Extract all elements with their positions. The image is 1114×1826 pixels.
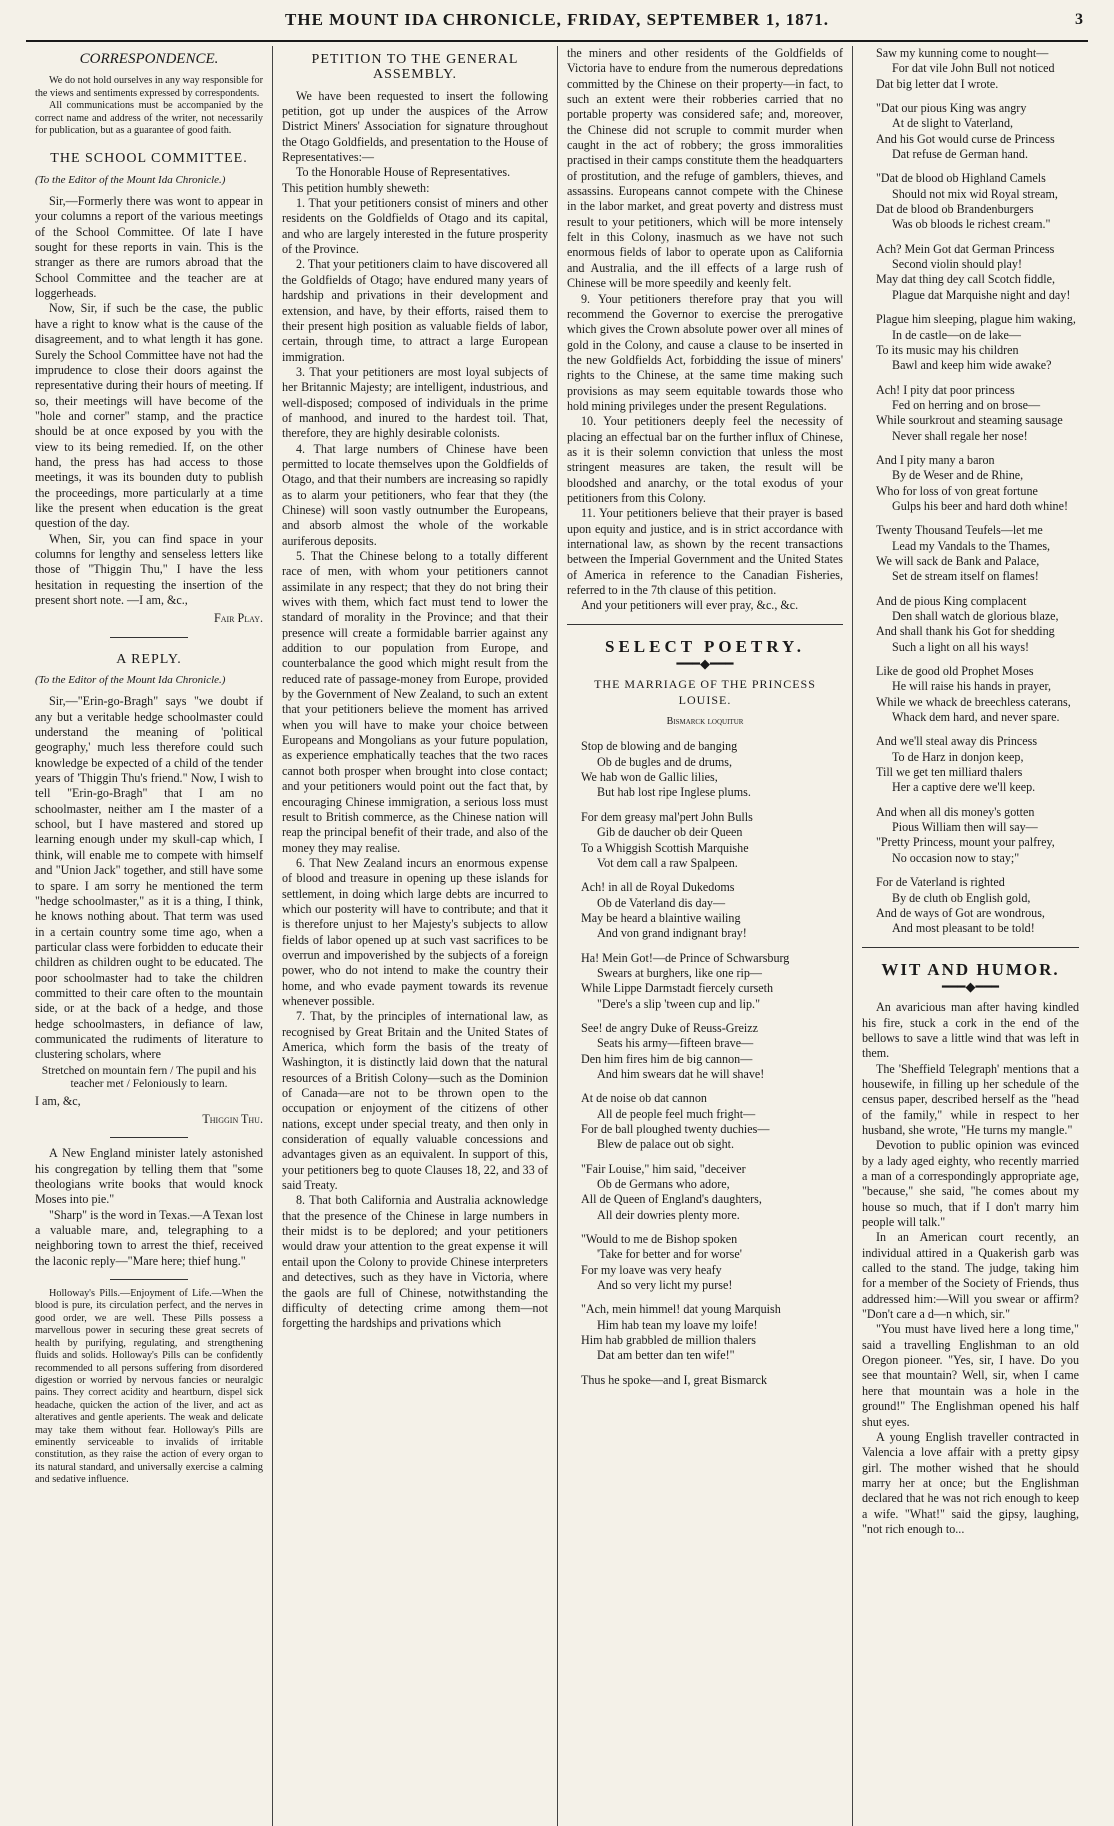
poem-stanza bbox=[876, 594, 1079, 655]
poem-stanza bbox=[876, 523, 1079, 584]
wit-paragraph-4: In an American court recently, an individual attired in a Quakerish garb was called to the stand. The judge, taking him for a member of the Society of Friends, thus addressed him:—Will you swear or affirm? "Don't care a d—n which, sir." bbox=[862, 1230, 1079, 1322]
notice-responsibility: We do not hold ourselves in any way responsible for the views and sentiments expressed by correspondents. bbox=[35, 75, 263, 99]
poem-line: To a Whiggish Scottish Marquishe bbox=[581, 840, 749, 855]
poem-line: "Would to me de Bishop spoken bbox=[581, 1232, 738, 1247]
reply-letter-p1: Sir,—"Erin-go-Bragh" says "we doubt if any but a veritable hedge schoolmaster could understand the meaning of 'political geography,' much less therefore could such knowledge be expected of a child of the tender years of 'Thiggin Thu's friend." Now, I wish to tell "Erin-go-Bragh" that I am no schoolmaster, neither am I the master of a school, but I have mastered and stored up learning enough under my skull-cap which, I think, will enable me to compete with himself and "Union Jack" together, and still have some to spare. I am sorry he mentioned the term "hedge schoolmaster," as it is a thing, I think, he knows nothing about. That term was used in a certain country some time ago, when a particular class were forbidden to educate their children as children ought to be educated. The poor schoolmaster had to take the children committed to their care often to the mountain side, or at the back of a hedge, and those hedge schoolmasters, in defiance of law, communicated the rudiments of literature to clustering scholars, where bbox=[35, 694, 263, 1062]
poem-line: And when all dis money's gotten bbox=[876, 804, 1035, 819]
poem-line: Him hab tean my loave my loife! bbox=[597, 1317, 758, 1332]
poem-line: While sourkrout and steaming sausage bbox=[876, 413, 1063, 428]
poem-line: "Dere's a slip 'tween cup and lip." bbox=[597, 996, 761, 1011]
poem-line: We hab won de Gallic lilies, bbox=[581, 770, 718, 785]
poem-line: All de Queen of England's daughters, bbox=[581, 1192, 762, 1207]
poem-stanza bbox=[876, 664, 1079, 725]
poem-line: By de Weser and de Rhine, bbox=[892, 468, 1024, 483]
poem-line: While Lippe Darmstadt fiercely curseth bbox=[581, 981, 774, 996]
poem-line: Gib de daucher ob deir Queen bbox=[597, 825, 743, 840]
poem-line: Fed on herring and on brose— bbox=[892, 397, 1041, 412]
column-4 bbox=[852, 46, 1088, 1826]
reply-verse-lines: Stretched on mountain fern / The pupil and his teacher met / Feloniously to learn. bbox=[41, 1064, 257, 1091]
petition-clause-7: 7. That, by the principles of international law, as recognised by Great Britain and the United States of America, which form the basis of the treaty of Washington, it is distinctly laid down that the natural resources of a British Colony—such as the Dominion of Canada—are not to be thrown open to the occupation or enjoyment of the citizens of other nations, except under special treaty, and then only in consideration of equally valuable concessions and advantages given as an equivalent. In support of this, your petitioners beg to quote Clauses 18, 22, and 33 of said Treaty. bbox=[282, 1009, 548, 1193]
ornament: ━━━◆━━━ bbox=[676, 656, 734, 672]
poem-line: For de ball ploughed twenty duchies— bbox=[581, 1122, 770, 1136]
poem-line: Him hab grabbled de million thalers bbox=[581, 1333, 756, 1348]
poem-line: He will raise his hands in prayer, bbox=[892, 679, 1052, 694]
poem-line: To de Harz in donjon keep, bbox=[892, 749, 1024, 764]
poem-line: Dat big letter dat I wrote. bbox=[876, 76, 999, 91]
poem-stanza bbox=[876, 875, 1079, 936]
poem-stanza bbox=[581, 1091, 843, 1152]
poem-line: And most pleasant to be told! bbox=[892, 921, 1035, 936]
poem-stanza bbox=[581, 739, 843, 800]
poem-line: Ha! Mein Got!—de Prince of Schwarsburg bbox=[581, 950, 790, 965]
poem-title: THE MARRIAGE OF THE PRINCESS LOUISE. bbox=[594, 677, 816, 707]
select-poetry-heading: SELECT POETRY. bbox=[605, 636, 805, 656]
poem-line: May be heard a blaintive wailing bbox=[581, 910, 741, 925]
poem-line: Who for loss of von great fortune bbox=[876, 483, 1038, 498]
texas-paragraph: "Sharp" is the word in Texas.—A Texan lost a valuable mare, and, telegraphing to a neighboring town to arrest the thief, received the laconic reply—"Mare here; thief hung." bbox=[35, 1207, 263, 1268]
petition-clause-8: 8. That both California and Australia acknowledge that the presence of the Chinese in large numbers in their midst is to be deplored; and your petitioners would draw your attention to the great expense it will entail upon the Colony to provide Chinese interpreters and detectives, such as they have in Victoria, where the gaols are full of Chinese, notwithstanding the difficulty of detecting crime among them—not forgetting the hardships and privations which bbox=[282, 1193, 548, 1331]
poem-line: Ach? Mein Got dat German Princess bbox=[876, 241, 1055, 256]
poem-stanza bbox=[876, 734, 1079, 795]
poem-line: And him swears dat he will shave! bbox=[597, 1066, 765, 1081]
poem-line: Dat refuse de German hand. bbox=[892, 147, 1028, 162]
poem-line: Whack dem hard, and never spare. bbox=[892, 710, 1060, 725]
poem-line: And I pity many a baron bbox=[876, 452, 995, 467]
poem-line: Twenty Thousand Teufels—let me bbox=[876, 523, 1043, 538]
wit-and-humor-heading: WIT AND HUMOR. bbox=[881, 959, 1060, 979]
poem-stanza bbox=[581, 951, 843, 1012]
poem-line: "Dat our pious King was angry bbox=[876, 101, 1027, 116]
poem-line: And de pious King complacent bbox=[876, 593, 1027, 608]
school-letter-p2: Now, Sir, if such be the case, the public have a right to know what is the cause of the disagreement, and to what length it has gone. Surely the School Committee have not had the imprudence to close their doors against the representative during their hours of meeting. If so, their meetings will have become of the "hole and corner" stamp, and the practice should be at once exposed by you with the view to its being remedied. If, on the other hand, the press has had access to those meetings, it was its bounden duty to publish the proceedings, more particularly at a time like the present when education is the great question of the day. bbox=[35, 301, 263, 531]
divider bbox=[110, 1279, 188, 1280]
poem-line: Den him fires him de big cannon— bbox=[581, 1051, 753, 1066]
wit-paragraph-3: Devotion to public opinion was evinced by a lady aged eighty, who recently married a man of a correspondingly appropriate age, "because," she said, "he comes about my house so much, that if I don't marry him people will talk." bbox=[862, 1138, 1079, 1230]
poem-line: Ob de Germans who adore, bbox=[597, 1177, 730, 1192]
poem-line: Ob de bugles and de drums, bbox=[597, 754, 733, 769]
poem-stanza bbox=[876, 46, 1079, 92]
columns bbox=[26, 46, 1088, 1826]
petition-clause-5: 5. That the Chinese belong to a totally different race of men, with whom your petitioners cannot assimilate in any respect; that they do not bring their wives with them, which fact must tend to lower the standard of morality in the Province; and that their presence will create a formidable barrier against any addition to our population from Europe, and counterbalance the good which might result from the reduced rate of passage-money from Europe, provided by the Government of New Zealand, to such an extent that your petitioners believe the moment has arrived when you will have to make your choice between Europeans and Mongolians as your future population, as experience emphatically teaches that the two races cannot both prosper when brought into close contact; and your petitioners would point out the fact that, by encouraging Chinese immigration, a serious loss must result to British commerce, as the Chinese nation will reap the principal benefit of their trade, and also of the money they may realise. bbox=[282, 549, 548, 855]
petition-addressee: To the Honorable House of Representatives. bbox=[296, 165, 511, 180]
poem-line: And von grand indignant bray! bbox=[597, 926, 747, 941]
poem-line: For dat vile John Bull not noticed bbox=[892, 61, 1055, 76]
holloway-advertisement: Holloway's Pills.—Enjoyment of Life.—When the blood is pure, its circulation perfect, and the nerves in good order, we are well. These Pills possess a marvellous power in securing these great secrets of health by purifying, regulating, and strengthening fluids and solids. Holloway's Pills can be confidently recommended to all persons suffering from disordered digestion or worried by nervous fancies or neuralgic pains. They correct acidity and heartburn, dispel sick headache, quicken the action of the liver, and act as alteratives and gentle aperients. The weak and delicate may take them without fear. Holloway's Pills are eminently serviceable to invalids of irritable constitution, as they raise the action of every organ to its natural standard, and universally exercise a calming and sedative influence. bbox=[35, 1288, 263, 1486]
poem-line: Vot dem call a raw Spalpeen. bbox=[597, 855, 738, 870]
column-3 bbox=[557, 46, 852, 1826]
divider bbox=[110, 637, 188, 638]
poem-line: But hab lost ripe Inglese plums. bbox=[597, 785, 751, 800]
poem-line: We will sack de Bank and Palace, bbox=[876, 553, 1040, 568]
petition-heading: PETITION TO THE GENERAL ASSEMBLY. bbox=[311, 52, 519, 83]
poem-line: "Ach, mein himmel! dat young Marquish bbox=[581, 1302, 781, 1317]
poem-line: Blew de palace out ob sight. bbox=[597, 1137, 735, 1152]
poem-line: Lead my Vandals to the Thames, bbox=[892, 538, 1051, 553]
petition-clause-4: 4. That large numbers of Chinese have been permitted to locate themselves upon the Goldfields of Otago, and that their numbers are increasing so rapidly as to alarm your petitioners, who fear that they (the Chinese) will soon vastly outnumber the Europeans, and absorb almost the whole of the workable auriferous deposits. bbox=[282, 441, 548, 548]
petition-continued: the miners and other residents of the Goldfields of Victoria have to endure from the numerous depredations committed by the Chinese on their property—in fact, to such an extent were their robberies carried that no portable property was considered safe; and, moreover, the Chinese did not scruple to commit murder when caught in the act of robbery; the gross immoralities practised in their camps constitute them the headquarters of prostitution, and the refuge of gamblers, thieves, and assassins. Europeans cannot compete with the Chinese in the labor market, and great poverty and distress must result to your petitioners, which will be more intensely felt in this Colony, inasmuch as we have not such enormous fields of labor to operate upon as California and Australia, and the ill effects of a large rush of Chinese will be more speedily and keenly felt. bbox=[567, 46, 843, 291]
poem-line: Ach! in all de Royal Dukedoms bbox=[581, 880, 735, 895]
poem-stanza bbox=[876, 805, 1079, 866]
poem-line: For de Vaterland is righted bbox=[876, 875, 1005, 890]
poem-line: Second violin should play! bbox=[892, 257, 1022, 272]
school-letter-signature: Fair Play. bbox=[214, 611, 263, 626]
poem-stanza bbox=[581, 1302, 843, 1363]
petition-clause-3: 3. That your petitioners are most loyal subjects of her Britannic Majesty; are intelligent, industrious, and well-disposed; composed of individuals in the prime of manhood, and inured to the hardest toil. That, therefore, they are highly desirable colonists. bbox=[282, 364, 548, 441]
poem-stanza bbox=[876, 312, 1079, 373]
poem-line: Never shall regale her nose! bbox=[892, 428, 1028, 443]
poem-line: Swears at burghers, like one rip— bbox=[597, 965, 763, 980]
poem-stanza bbox=[876, 101, 1079, 162]
poem-line: For my loave was very heafy bbox=[581, 1262, 722, 1277]
poem-stanza bbox=[876, 383, 1079, 444]
poem-line: Den shall watch de glorious blaze, bbox=[892, 609, 1059, 623]
poem-line: And shall thank his Got for shedding bbox=[876, 624, 1055, 639]
poem-line: At de noise ob dat cannon bbox=[581, 1091, 707, 1106]
petition-intro: We have been requested to insert the following petition, got up under the auspices of the Arrow District Miners' Association for signature throughout the Otago Goldfields, and presentation to the House of Representatives:— bbox=[282, 88, 548, 165]
petition-clause-1: 1. That your petitioners consist of miners and other residents on the Goldfields of Otago and its capital, and who are largely interested in the future prosperity of the Province. bbox=[282, 196, 548, 257]
poem-stanzas bbox=[567, 739, 843, 1363]
poem-stanza bbox=[581, 810, 843, 871]
petition-clause-9: 9. Your petitioners therefore pray that you will recommend the Governor to exercise the prerogative which gives the Crown absolute power over all mines of gold in the Colony, and cause a clause to be inserted in the new Goldfields Act, forbidding the issue of miners' rights to the Chinese, at the same time making such provisions as may seem equitable towards those who hold mining privileges under the present Regulations. bbox=[567, 291, 843, 413]
poem-line: For dem greasy mal'pert John Bulls bbox=[581, 809, 753, 824]
ornament: ━━━◆━━━ bbox=[942, 978, 999, 994]
petition-sheweth: This petition humbly sheweth: bbox=[282, 180, 430, 195]
school-committee-byline: (To the Editor of the Mount Ida Chronicle.) bbox=[35, 173, 226, 186]
poem-line: All deir dowries plenty more. bbox=[597, 1207, 740, 1222]
poem-line: Dat am better dan ten wife!" bbox=[597, 1348, 735, 1363]
poem-line: While we whack de breechless caterans, bbox=[876, 694, 1071, 709]
poem-line: And so very licht my purse! bbox=[597, 1278, 733, 1293]
poem-line: Ob de Vaterland dis day— bbox=[597, 895, 726, 910]
poem-stanza bbox=[876, 171, 1079, 232]
notice-communications: All communications must be accompanied by the correct name and address of the writer, not necessarily for publication, but as a guarantee of good faith. bbox=[35, 100, 263, 136]
reply-byline: (To the Editor of the Mount Ida Chronicle.) bbox=[35, 674, 226, 687]
poem-line: Such a light on all his ways! bbox=[892, 639, 1030, 654]
poem-stanza bbox=[581, 880, 843, 941]
wit-paragraph-5: "You must have lived here a long time," said a travelling Englishman to an old Oregon pioneer. "Yes, sir, I have. Do you see that mountain? Well, sir, when I came here that mountain was a hole in the ground!" The Englishman opened his half shut eyes. bbox=[862, 1322, 1079, 1429]
reply-closing: I am, &c, bbox=[35, 1093, 81, 1108]
poem-line: Ach! I pity dat poor princess bbox=[876, 382, 1015, 397]
poem-line: All de people feel much fright— bbox=[597, 1106, 756, 1121]
petition-clause-2: 2. That your petitioners claim to have discovered all the Goldfields of Otago; have endured many years of hardship and privations in their development and extension, and have, by their efforts, raised them to their present high position as valuable fields of labor, certain, through time, to attract a large European immigration. bbox=[282, 257, 548, 364]
petition-clause-6: 6. That New Zealand incurs an enormous expense of blood and treasure in opening up these islands for settlement, in doing which large debts are incurred to which our posterity will have to contribute; and that it is therefore unjust to her Majesty's subjects to allow fields of labor opened up at such vast sacrifices to be overrun and impoverished by the subjects of a foreign power, who do not intend to make the country their home, and who evade payment towards its revenue whenever possible. bbox=[282, 855, 548, 1008]
poem-line: No occasion now to stay;" bbox=[892, 850, 1020, 865]
minister-paragraph: A New England minister lately astonished his congregation by telling them that "some theologians write books that would knock Moses into pie." bbox=[35, 1146, 263, 1207]
poem-line: Should not mix wid Royal stream, bbox=[892, 186, 1058, 201]
poem-line: Stop de blowing and de banging bbox=[581, 739, 738, 754]
wit-paragraph-2: The 'Sheffield Telegraph' mentions that a housewife, in filling up her schedule of the census paper, described herself as the "head of the family," while in respect to her husband, she wrote, "He turns my mangle." bbox=[862, 1061, 1079, 1137]
poem-line: Plague dat Marquishe night and day! bbox=[892, 287, 1071, 302]
poem-line: To its music may his children bbox=[876, 342, 1019, 357]
correspondence-heading: CORRESPONDENCE. bbox=[79, 51, 219, 67]
page-number: 3 bbox=[1075, 11, 1084, 28]
masthead bbox=[26, 0, 1088, 42]
poem-line: Like de good old Prophet Moses bbox=[876, 664, 1034, 679]
divider bbox=[862, 947, 1079, 948]
poem-line: 'Take for better and for worse' bbox=[597, 1247, 742, 1262]
poem-line: In de castle—on de lake— bbox=[892, 327, 1021, 342]
petition-clause-10: 10. Your petitioners deeply feel the necessity of placing an effectual bar on the further influx of Chinese, as it is their solemn conviction that unless the most stringent measures are taken, the result will be bloodshed and anarchy, or the total exodus of your petitioners from this Colony. bbox=[567, 414, 843, 505]
poem-line: At de slight to Vaterland, bbox=[892, 116, 1014, 131]
poem-stanzas-continued bbox=[862, 46, 1079, 937]
poem-line: Was ob bloods le richest cream." bbox=[892, 217, 1051, 232]
poem-line: "Fair Louise," him said, "deceiver bbox=[581, 1161, 746, 1176]
poem-line: Seats his army—fifteen brave— bbox=[597, 1036, 754, 1051]
poem-line: "Dat de blood ob Highland Camels bbox=[876, 171, 1046, 186]
poem-stanza bbox=[581, 1232, 843, 1293]
petition-clause-11: 11. Your petitioners believe that their prayer is based upon equity and justice, and is in strict accordance with international law, as shown by the recent transactions between the Imperial Government and the United States of America in reference to the Canadian Fisheries, referred to in the 7th clause of this petition. bbox=[567, 506, 843, 598]
poem-line: See! de angry Duke of Reuss-Greizz bbox=[581, 1020, 758, 1035]
poem-line: Gulps his beer and hard doth whine! bbox=[892, 498, 1068, 513]
poem-line: Till we get ten milliard thalers bbox=[876, 765, 1023, 780]
poem-stanza bbox=[581, 1021, 843, 1082]
poem-line: Set de stream itself on flames! bbox=[892, 569, 1039, 584]
divider bbox=[110, 1137, 188, 1138]
divider bbox=[567, 624, 843, 625]
school-letter-p3: When, Sir, you can find space in your columns for lengthy and senseless letters like those of "Thiggin Thu," I have the less hesitation in requesting the insertion of the present short note. —I am, &c., bbox=[35, 531, 263, 607]
poem-line: Bawl and keep him wide awake? bbox=[892, 358, 1052, 373]
poem-line: Her a captive dere we'll keep. bbox=[892, 780, 1036, 795]
poem-line: By de cluth ob English gold, bbox=[892, 890, 1031, 905]
wit-paragraph-1: An avaricious man after having kindled his fire, stuck a cork in the end of the bellows to save a little wind that was left in them. bbox=[862, 1000, 1079, 1061]
petition-closing: And your petitioners will ever pray, &c., &c. bbox=[581, 598, 799, 613]
wit-paragraph-6: A young English traveller contracted in Valencia a love affair with a pretty gipsy girl. The mother wished that he should marry her at once; but the Englishman declared that he was not rich enough to keep a wife. "What!" said the gipsy, laughing, "not rich enough to... bbox=[862, 1429, 1079, 1536]
poem-line: Thus he spoke—and I, great Bismarck bbox=[581, 1372, 768, 1387]
poem-line: Saw my kunning come to nought— bbox=[876, 46, 1049, 60]
school-letter-p1: Sir,—Formerly there was wont to appear in your columns a report of the various meetings of the School Committee. Of late I have sought for these reports in vain. This is the stranger as there are rumors abroad that the School Committee and the teacher are at loggerheads. bbox=[35, 194, 263, 301]
poem-stanza bbox=[581, 1162, 843, 1223]
poem-line: And we'll steal away dis Princess bbox=[876, 734, 1038, 749]
column-1 bbox=[26, 46, 272, 1826]
masthead-title: THE MOUNT IDA CHRONICLE, FRIDAY, SEPTEMBER 1, 1871. bbox=[285, 10, 829, 29]
poem-line: Plague him sleeping, plague him waking, bbox=[876, 312, 1076, 327]
reply-signature: Thiggin Thu. bbox=[202, 1111, 263, 1126]
poem-line: May dat thing dey call Scotch fiddle, bbox=[876, 272, 1056, 287]
poem-stanza bbox=[876, 453, 1079, 514]
poem-line: And de ways of Got are wondrous, bbox=[876, 905, 1045, 920]
column-2 bbox=[272, 46, 557, 1826]
school-committee-heading: THE SCHOOL COMMITTEE. bbox=[50, 151, 248, 167]
poem-line: Dat de blood ob Brandenburgers bbox=[876, 202, 1034, 217]
poem-line: Pious William then will say— bbox=[892, 820, 1038, 835]
poem-line: And his Got would curse de Princess bbox=[876, 131, 1055, 146]
poem-line: "Pretty Princess, mount your palfrey, bbox=[876, 835, 1055, 850]
poem-subtitle: Bismarck loquitur bbox=[666, 716, 744, 728]
reply-heading: A REPLY. bbox=[116, 651, 182, 667]
poem-stanza bbox=[876, 242, 1079, 303]
poem-stanza-tail bbox=[581, 1373, 843, 1388]
